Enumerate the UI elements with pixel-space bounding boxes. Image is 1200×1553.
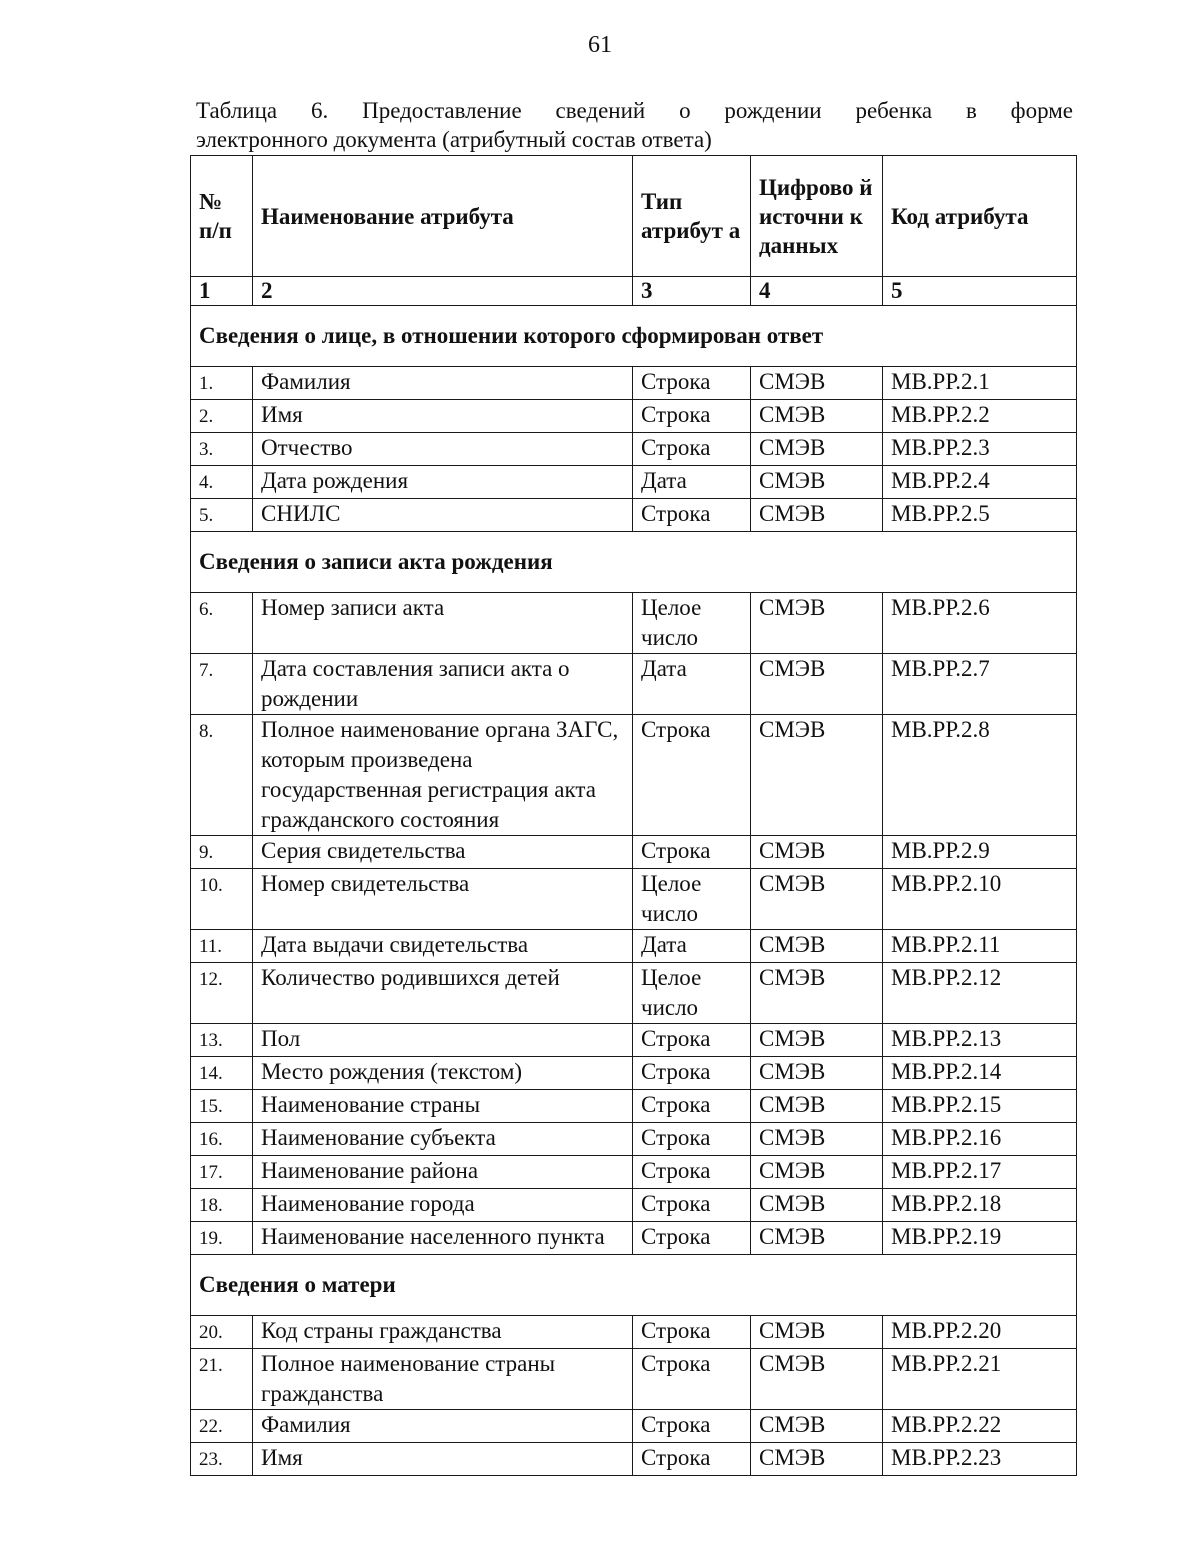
table-row [191, 1189, 1077, 1222]
table-row [191, 1443, 1077, 1476]
attribute-name: Наименование страны [253, 1090, 633, 1123]
data-source: СМЭВ [751, 1156, 883, 1189]
row-number: 7. [191, 654, 253, 715]
attribute-code: МВ.РР.2.15 [883, 1090, 1077, 1123]
data-source: СМЭВ [751, 1090, 883, 1123]
data-source: СМЭВ [751, 836, 883, 869]
table-row [191, 1024, 1077, 1057]
attribute-type: Строка [633, 836, 751, 869]
attribute-code: МВ.РР.2.10 [883, 869, 1077, 930]
row-number: 10. [191, 869, 253, 930]
table-row [191, 836, 1077, 869]
table-row [191, 1123, 1077, 1156]
header-name: Наименование атрибута [253, 156, 633, 277]
attribute-name: Номер записи акта [253, 593, 633, 654]
attribute-code: МВ.РР.2.6 [883, 593, 1077, 654]
attribute-type: Строка [633, 1156, 751, 1189]
attribute-name: Полное наименование органа ЗАГС, которым произведена государственная регистрация акта гражданского состояния [253, 715, 633, 836]
row-number: 21. [191, 1349, 253, 1410]
attribute-type: Строка [633, 715, 751, 836]
data-source: СМЭВ [751, 1222, 883, 1255]
row-number: 6. [191, 593, 253, 654]
attribute-type: Строка [633, 1349, 751, 1410]
attribute-name: Номер свидетельства [253, 869, 633, 930]
attribute-code: МВ.РР.2.19 [883, 1222, 1077, 1255]
attribute-code: МВ.РР.2.20 [883, 1316, 1077, 1349]
table-row [191, 1156, 1077, 1189]
attribute-type: Строка [633, 1222, 751, 1255]
attribute-type: Строка [633, 400, 751, 433]
attribute-name: Наименование субъекта [253, 1123, 633, 1156]
data-source: СМЭВ [751, 1316, 883, 1349]
attribute-type: Строка [633, 1410, 751, 1443]
row-number: 18. [191, 1189, 253, 1222]
row-number: 12. [191, 963, 253, 1024]
attribute-code: МВ.РР.2.17 [883, 1156, 1077, 1189]
row-number: 15. [191, 1090, 253, 1123]
data-source: СМЭВ [751, 1349, 883, 1410]
attribute-name: Наименование города [253, 1189, 633, 1222]
attribute-type: Строка [633, 1057, 751, 1090]
attribute-code: МВ.РР.2.9 [883, 836, 1077, 869]
section-row [191, 532, 1077, 593]
data-source: СМЭВ [751, 400, 883, 433]
attribute-type: Целое число [633, 963, 751, 1024]
table-row [191, 1316, 1077, 1349]
row-number: 19. [191, 1222, 253, 1255]
header-row [191, 156, 1077, 277]
attribute-type: Строка [633, 1443, 751, 1476]
table-row [191, 400, 1077, 433]
row-number: 14. [191, 1057, 253, 1090]
table-row [191, 930, 1077, 963]
attribute-name: Отчество [253, 433, 633, 466]
attribute-name: Имя [253, 400, 633, 433]
data-source: СМЭВ [751, 963, 883, 1024]
data-source: СМЭВ [751, 869, 883, 930]
table-row [191, 1090, 1077, 1123]
table-row [191, 1410, 1077, 1443]
row-number: 8. [191, 715, 253, 836]
row-number: 23. [191, 1443, 253, 1476]
section-row [191, 1255, 1077, 1316]
data-source: СМЭВ [751, 1410, 883, 1443]
attribute-name: СНИЛС [253, 499, 633, 532]
attribute-type: Дата [633, 466, 751, 499]
attribute-code: МВ.РР.2.3 [883, 433, 1077, 466]
row-number: 16. [191, 1123, 253, 1156]
header-type: Тип атрибут а [633, 156, 751, 277]
attribute-type: Целое число [633, 869, 751, 930]
data-source: СМЭВ [751, 499, 883, 532]
table-row [191, 466, 1077, 499]
column-number-row [191, 277, 1077, 306]
table-row [191, 654, 1077, 715]
attributes-table [190, 155, 1077, 1476]
attribute-code: МВ.РР.2.13 [883, 1024, 1077, 1057]
attribute-type: Дата [633, 654, 751, 715]
row-number: 5. [191, 499, 253, 532]
attribute-name: Дата выдачи свидетельства [253, 930, 633, 963]
attribute-name: Имя [253, 1443, 633, 1476]
data-source: СМЭВ [751, 1057, 883, 1090]
table-row [191, 1349, 1077, 1410]
row-number: 13. [191, 1024, 253, 1057]
table-row [191, 433, 1077, 466]
row-number: 22. [191, 1410, 253, 1443]
attribute-type: Строка [633, 1090, 751, 1123]
table-row [191, 593, 1077, 654]
data-source: СМЭВ [751, 1123, 883, 1156]
attribute-type: Строка [633, 1123, 751, 1156]
attribute-name: Дата рождения [253, 466, 633, 499]
row-number: 20. [191, 1316, 253, 1349]
attribute-name: Наименование района [253, 1156, 633, 1189]
column-number: 3 [633, 277, 751, 306]
table-row [191, 1222, 1077, 1255]
attribute-code: МВ.РР.2.23 [883, 1443, 1077, 1476]
attribute-name: Серия свидетельства [253, 836, 633, 869]
attribute-type: Дата [633, 930, 751, 963]
attribute-name: Дата составления записи акта о рождении [253, 654, 633, 715]
row-number: 4. [191, 466, 253, 499]
header-num: № п/п [191, 156, 253, 277]
table-row [191, 715, 1077, 836]
table-row [191, 499, 1077, 532]
data-source: СМЭВ [751, 654, 883, 715]
attribute-name: Пол [253, 1024, 633, 1057]
attribute-type: Строка [633, 499, 751, 532]
attribute-code: МВ.РР.2.5 [883, 499, 1077, 532]
attribute-type: Строка [633, 1189, 751, 1222]
attribute-code: МВ.РР.2.2 [883, 400, 1077, 433]
attribute-code: МВ.РР.2.18 [883, 1189, 1077, 1222]
attribute-code: МВ.РР.2.12 [883, 963, 1077, 1024]
attribute-name: Полное наименование страны гражданства [253, 1349, 633, 1410]
section-title: Сведения о записи акта рождения [191, 532, 1077, 593]
column-number: 1 [191, 277, 253, 306]
table-row [191, 1057, 1077, 1090]
data-source: СМЭВ [751, 1443, 883, 1476]
attribute-type: Строка [633, 367, 751, 400]
row-number: 17. [191, 1156, 253, 1189]
attribute-name: Код страны гражданства [253, 1316, 633, 1349]
attribute-type: Строка [633, 1316, 751, 1349]
attribute-name: Количество родившихся детей [253, 963, 633, 1024]
row-number: 9. [191, 836, 253, 869]
attribute-code: МВ.РР.2.11 [883, 930, 1077, 963]
caption-line-2: электронного документа (атрибутный состав ответа) [196, 127, 712, 152]
column-number: 5 [883, 277, 1077, 306]
attribute-type: Строка [633, 1024, 751, 1057]
row-number: 11. [191, 930, 253, 963]
row-number: 3. [191, 433, 253, 466]
table-body [191, 306, 1077, 1476]
attribute-code: МВ.РР.2.4 [883, 466, 1077, 499]
section-row [191, 306, 1077, 367]
row-number: 1. [191, 367, 253, 400]
section-title: Сведения о матери [191, 1255, 1077, 1316]
attribute-type: Строка [633, 433, 751, 466]
table-row [191, 963, 1077, 1024]
attribute-type: Целое число [633, 593, 751, 654]
data-source: СМЭВ [751, 367, 883, 400]
attribute-code: МВ.РР.2.1 [883, 367, 1077, 400]
header-code: Код атрибута [883, 156, 1077, 277]
column-number: 4 [751, 277, 883, 306]
attribute-code: МВ.РР.2.14 [883, 1057, 1077, 1090]
attribute-code: МВ.РР.2.22 [883, 1410, 1077, 1443]
attribute-code: МВ.РР.2.7 [883, 654, 1077, 715]
data-source: СМЭВ [751, 1024, 883, 1057]
data-source: СМЭВ [751, 715, 883, 836]
attribute-code: МВ.РР.2.16 [883, 1123, 1077, 1156]
data-source: СМЭВ [751, 930, 883, 963]
table-row [191, 869, 1077, 930]
attribute-name: Наименование населенного пункта [253, 1222, 633, 1255]
table-caption [196, 96, 1073, 154]
table-row [191, 367, 1077, 400]
section-title: Сведения о лице, в отношении которого сформирован ответ [191, 306, 1077, 367]
data-source: СМЭВ [751, 1189, 883, 1222]
page-number: 61 [588, 32, 612, 58]
attribute-code: МВ.РР.2.21 [883, 1349, 1077, 1410]
row-number: 2. [191, 400, 253, 433]
attribute-name: Место рождения (текстом) [253, 1057, 633, 1090]
data-source: СМЭВ [751, 433, 883, 466]
attribute-name: Фамилия [253, 1410, 633, 1443]
column-number: 2 [253, 277, 633, 306]
header-source: Цифрово й источни к данных [751, 156, 883, 277]
data-source: СМЭВ [751, 466, 883, 499]
attribute-code: МВ.РР.2.8 [883, 715, 1077, 836]
data-source: СМЭВ [751, 593, 883, 654]
attribute-name: Фамилия [253, 367, 633, 400]
caption-line-1: Таблица 6. Предоставление сведений о рождении ребенка в форме [196, 98, 1073, 123]
